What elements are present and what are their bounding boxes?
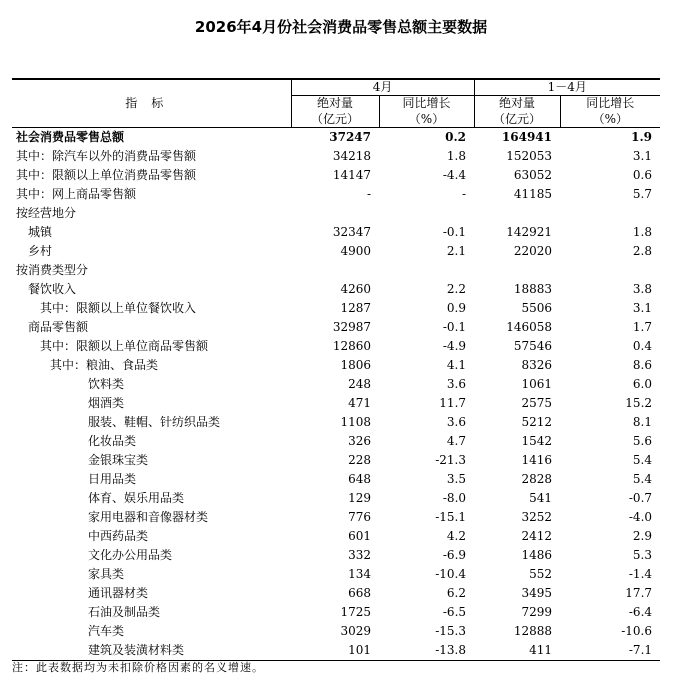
row-label: 乡村 xyxy=(28,244,53,258)
header-ytd-yoy: 同比增长 xyxy=(560,96,660,112)
month-yoy-value: -6.9 xyxy=(442,548,467,562)
table-row xyxy=(12,337,660,356)
row-label: 日用品类 xyxy=(88,472,137,486)
table-row xyxy=(12,261,660,280)
ytd-abs-value: 18883 xyxy=(513,282,553,296)
ytd-yoy-value: 1.8 xyxy=(632,225,653,239)
month-yoy-value: 0.9 xyxy=(446,301,467,315)
row-label: 石油及制品类 xyxy=(88,605,161,619)
month-abs-value: 32347 xyxy=(332,225,371,239)
month-yoy-value: -4.4 xyxy=(442,168,467,182)
ytd-abs-value xyxy=(474,261,560,280)
ytd-abs-value: 2412 xyxy=(521,529,553,543)
row-label: 文化办公用品类 xyxy=(88,548,173,562)
table-row xyxy=(12,223,660,242)
month-yoy-value: -4.9 xyxy=(442,339,467,353)
table-row xyxy=(12,299,660,318)
month-abs-value: 1287 xyxy=(340,301,371,315)
month-yoy-value: - xyxy=(461,187,467,201)
ytd-yoy-value: 5.4 xyxy=(632,472,653,486)
ytd-yoy-value: -10.6 xyxy=(621,624,653,638)
row-label: 其中：限额以上单位商品零售额 xyxy=(40,339,209,353)
month-yoy-value: -0.1 xyxy=(442,225,467,239)
month-yoy-value: -21.3 xyxy=(435,453,467,467)
month-abs-value: 601 xyxy=(348,529,371,543)
table-row xyxy=(12,432,660,451)
row-label: 金银珠宝类 xyxy=(88,453,149,467)
month-yoy-value: 4.7 xyxy=(446,434,467,448)
row-label: 城镇 xyxy=(28,225,53,239)
row-label: 餐饮收入 xyxy=(28,282,77,296)
row-label: 按经营地分 xyxy=(16,206,77,220)
ytd-abs-value: 3252 xyxy=(521,510,553,524)
month-yoy-value: 3.6 xyxy=(446,377,467,391)
ytd-yoy-value: 3.1 xyxy=(632,301,653,315)
row-label: 烟酒类 xyxy=(88,396,125,410)
ytd-abs-value: 2575 xyxy=(521,396,553,410)
row-label: 按消费类型分 xyxy=(16,263,89,277)
header-group-month: 4月 xyxy=(291,79,474,96)
ytd-yoy-value: 0.4 xyxy=(632,339,653,353)
ytd-abs-value: 152053 xyxy=(506,149,553,163)
month-yoy-value: 4.1 xyxy=(446,358,467,372)
month-yoy-value: -8.0 xyxy=(442,491,467,505)
table-row xyxy=(12,489,660,508)
table-row xyxy=(12,128,660,148)
ytd-yoy-value: 1.9 xyxy=(631,130,653,144)
month-yoy-value: 3.5 xyxy=(446,472,467,486)
month-yoy-value: 6.2 xyxy=(446,586,467,600)
table-row xyxy=(12,413,660,432)
month-abs-value: 129 xyxy=(348,491,371,505)
month-abs-value: 34218 xyxy=(332,149,371,163)
month-abs-value: 134 xyxy=(348,567,371,581)
row-label: 其中：除汽车以外的消费品零售额 xyxy=(16,149,197,163)
ytd-yoy-value: 3.1 xyxy=(632,149,653,163)
month-yoy-value: -10.4 xyxy=(435,567,467,581)
header-ytd-abs-unit: （亿元） xyxy=(474,112,560,128)
month-yoy-value: 3.6 xyxy=(446,415,467,429)
ytd-yoy-value: 5.6 xyxy=(632,434,653,448)
ytd-yoy-value xyxy=(560,261,660,280)
table-row xyxy=(12,451,660,470)
page-title: 2026年4月份社会消费品零售总额主要数据 xyxy=(194,18,488,36)
row-label: 商品零售额 xyxy=(28,320,89,334)
table-row xyxy=(12,394,660,413)
table-row xyxy=(12,166,660,185)
row-label: 中西药品类 xyxy=(88,529,149,543)
table-row xyxy=(12,204,660,223)
ytd-yoy-value: -7.1 xyxy=(560,641,660,661)
table-row xyxy=(12,318,660,337)
ytd-abs-value: 8326 xyxy=(521,358,553,372)
month-yoy-value xyxy=(379,261,474,280)
ytd-abs-value: 411 xyxy=(474,641,560,661)
month-yoy-value: 4.2 xyxy=(446,529,467,543)
month-yoy-value: -6.5 xyxy=(442,605,467,619)
month-yoy-value: -0.1 xyxy=(442,320,467,334)
month-yoy-value: -15.1 xyxy=(435,510,467,524)
month-yoy-value: 2.1 xyxy=(446,244,467,258)
month-abs-value: 332 xyxy=(348,548,371,562)
ytd-yoy-value xyxy=(560,204,660,223)
ytd-yoy-value: 0.6 xyxy=(632,168,653,182)
ytd-abs-value: 63052 xyxy=(513,168,553,182)
table-row xyxy=(12,508,660,527)
table-row xyxy=(12,584,660,603)
month-yoy-value: -13.8 xyxy=(379,641,474,661)
header-ytd-abs: 绝对量 xyxy=(474,96,560,112)
ytd-yoy-value: -4.0 xyxy=(628,510,653,524)
ytd-abs-value: 164941 xyxy=(501,130,553,144)
ytd-abs-value: 5212 xyxy=(521,415,553,429)
table-body xyxy=(12,128,660,661)
ytd-abs-value: 41185 xyxy=(513,187,553,201)
month-abs-value: 1725 xyxy=(340,605,371,619)
ytd-abs-value: 1542 xyxy=(521,434,553,448)
row-label: 其中：粮油、食品类 xyxy=(50,358,159,372)
month-abs-value: 648 xyxy=(348,472,371,486)
month-yoy-value: 11.7 xyxy=(439,396,467,410)
row-label: 其中：网上商品零售额 xyxy=(16,187,137,201)
row-label: 其中：限额以上单位消费品零售额 xyxy=(16,168,197,182)
row-label: 化妆品类 xyxy=(88,434,137,448)
ytd-yoy-value: 5.4 xyxy=(632,453,653,467)
ytd-abs-value xyxy=(474,204,560,223)
month-yoy-value: 1.8 xyxy=(446,149,467,163)
row-label: 通讯器材类 xyxy=(88,586,149,600)
header-month-abs: 绝对量 xyxy=(291,96,379,112)
table-row xyxy=(12,603,660,622)
table-row xyxy=(12,242,660,261)
month-yoy-value: 0.2 xyxy=(445,130,467,144)
table-row xyxy=(12,565,660,584)
ytd-yoy-value: 5.7 xyxy=(632,187,653,201)
month-abs-value: 1806 xyxy=(340,358,371,372)
ytd-yoy-value: -0.7 xyxy=(628,491,653,505)
header-indicator: 指标 xyxy=(125,96,178,110)
row-label: 建筑及装潢材料类 xyxy=(12,641,291,661)
row-label: 汽车类 xyxy=(88,624,125,638)
table-row xyxy=(12,147,660,166)
month-abs-value: 32987 xyxy=(332,320,371,334)
ytd-abs-value: 22020 xyxy=(513,244,553,258)
retail-sales-table xyxy=(12,78,660,661)
month-abs-value: 4900 xyxy=(340,244,371,258)
ytd-abs-value: 5506 xyxy=(521,301,553,315)
ytd-yoy-value: 6.0 xyxy=(632,377,653,391)
table-row xyxy=(12,641,660,661)
header-month-yoy: 同比增长 xyxy=(379,96,474,112)
ytd-yoy-value: 1.7 xyxy=(632,320,653,334)
table-row xyxy=(12,470,660,489)
ytd-yoy-value: 3.8 xyxy=(632,282,653,296)
month-abs-value: 3029 xyxy=(340,624,371,638)
month-abs-value: 228 xyxy=(348,453,371,467)
ytd-abs-value: 7299 xyxy=(521,605,553,619)
ytd-abs-value: 3495 xyxy=(521,586,553,600)
month-abs-value xyxy=(291,204,379,223)
header-indicator-bottom xyxy=(12,112,291,128)
ytd-yoy-value: -1.4 xyxy=(628,567,653,581)
row-label: 服装、鞋帽、针纺织品类 xyxy=(88,415,221,429)
ytd-abs-value: 57546 xyxy=(513,339,553,353)
month-yoy-value xyxy=(379,204,474,223)
ytd-yoy-value: 15.2 xyxy=(625,396,653,410)
row-label: 饮料类 xyxy=(88,377,125,391)
table-header xyxy=(12,79,660,128)
month-abs-value: - xyxy=(366,187,371,201)
footnote: 注：此表数据均为未扣除价格因素的名义增速。 xyxy=(12,661,264,674)
ytd-yoy-value: 5.3 xyxy=(632,548,653,562)
header-ytd-yoy-unit: （%） xyxy=(560,112,660,128)
month-abs-value: 1108 xyxy=(340,415,371,429)
month-abs-value: 326 xyxy=(348,434,371,448)
month-abs-value: 471 xyxy=(348,396,371,410)
month-abs-value: 248 xyxy=(348,377,371,391)
ytd-yoy-value: 2.8 xyxy=(632,244,653,258)
row-label: 其中：限额以上单位餐饮收入 xyxy=(40,301,197,315)
row-label: 体育、娱乐用品类 xyxy=(88,491,185,505)
ytd-abs-value: 552 xyxy=(529,567,553,581)
month-abs-value: 14147 xyxy=(332,168,371,182)
ytd-yoy-value: -6.4 xyxy=(628,605,653,619)
table-row xyxy=(12,546,660,565)
table-row xyxy=(12,280,660,299)
ytd-abs-value: 1061 xyxy=(521,377,553,391)
month-abs-value xyxy=(291,261,379,280)
month-yoy-value: 2.2 xyxy=(446,282,467,296)
header-indicator-top xyxy=(12,79,291,96)
header-month-yoy-unit: （%） xyxy=(379,112,474,128)
row-label: 社会消费品零售总额 xyxy=(16,130,125,144)
ytd-abs-value: 146058 xyxy=(506,320,553,334)
ytd-abs-value: 2828 xyxy=(521,472,553,486)
table-row xyxy=(12,622,660,641)
month-abs-value: 776 xyxy=(348,510,371,524)
ytd-abs-value: 1486 xyxy=(521,548,553,562)
table-row xyxy=(12,185,660,204)
month-abs-value: 668 xyxy=(348,586,371,600)
month-abs-value: 37247 xyxy=(329,130,371,144)
ytd-abs-value: 12888 xyxy=(513,624,553,638)
month-abs-value: 101 xyxy=(291,641,379,661)
row-label: 家具类 xyxy=(88,567,125,581)
header-group-ytd: 1－4月 xyxy=(474,79,660,96)
month-abs-value: 4260 xyxy=(340,282,371,296)
ytd-yoy-value: 8.1 xyxy=(632,415,653,429)
table-row xyxy=(12,527,660,546)
ytd-yoy-value: 17.7 xyxy=(625,586,653,600)
month-abs-value: 12860 xyxy=(332,339,371,353)
ytd-abs-value: 541 xyxy=(529,491,553,505)
ytd-abs-value: 142921 xyxy=(506,225,553,239)
table-row xyxy=(12,356,660,375)
ytd-yoy-value: 8.6 xyxy=(632,358,653,372)
month-yoy-value: -15.3 xyxy=(435,624,467,638)
table-row xyxy=(12,375,660,394)
row-label: 家用电器和音像器材类 xyxy=(88,510,209,524)
header-month-abs-unit: （亿元） xyxy=(291,112,379,128)
ytd-abs-value: 1416 xyxy=(521,453,553,467)
ytd-yoy-value: 2.9 xyxy=(632,529,653,543)
